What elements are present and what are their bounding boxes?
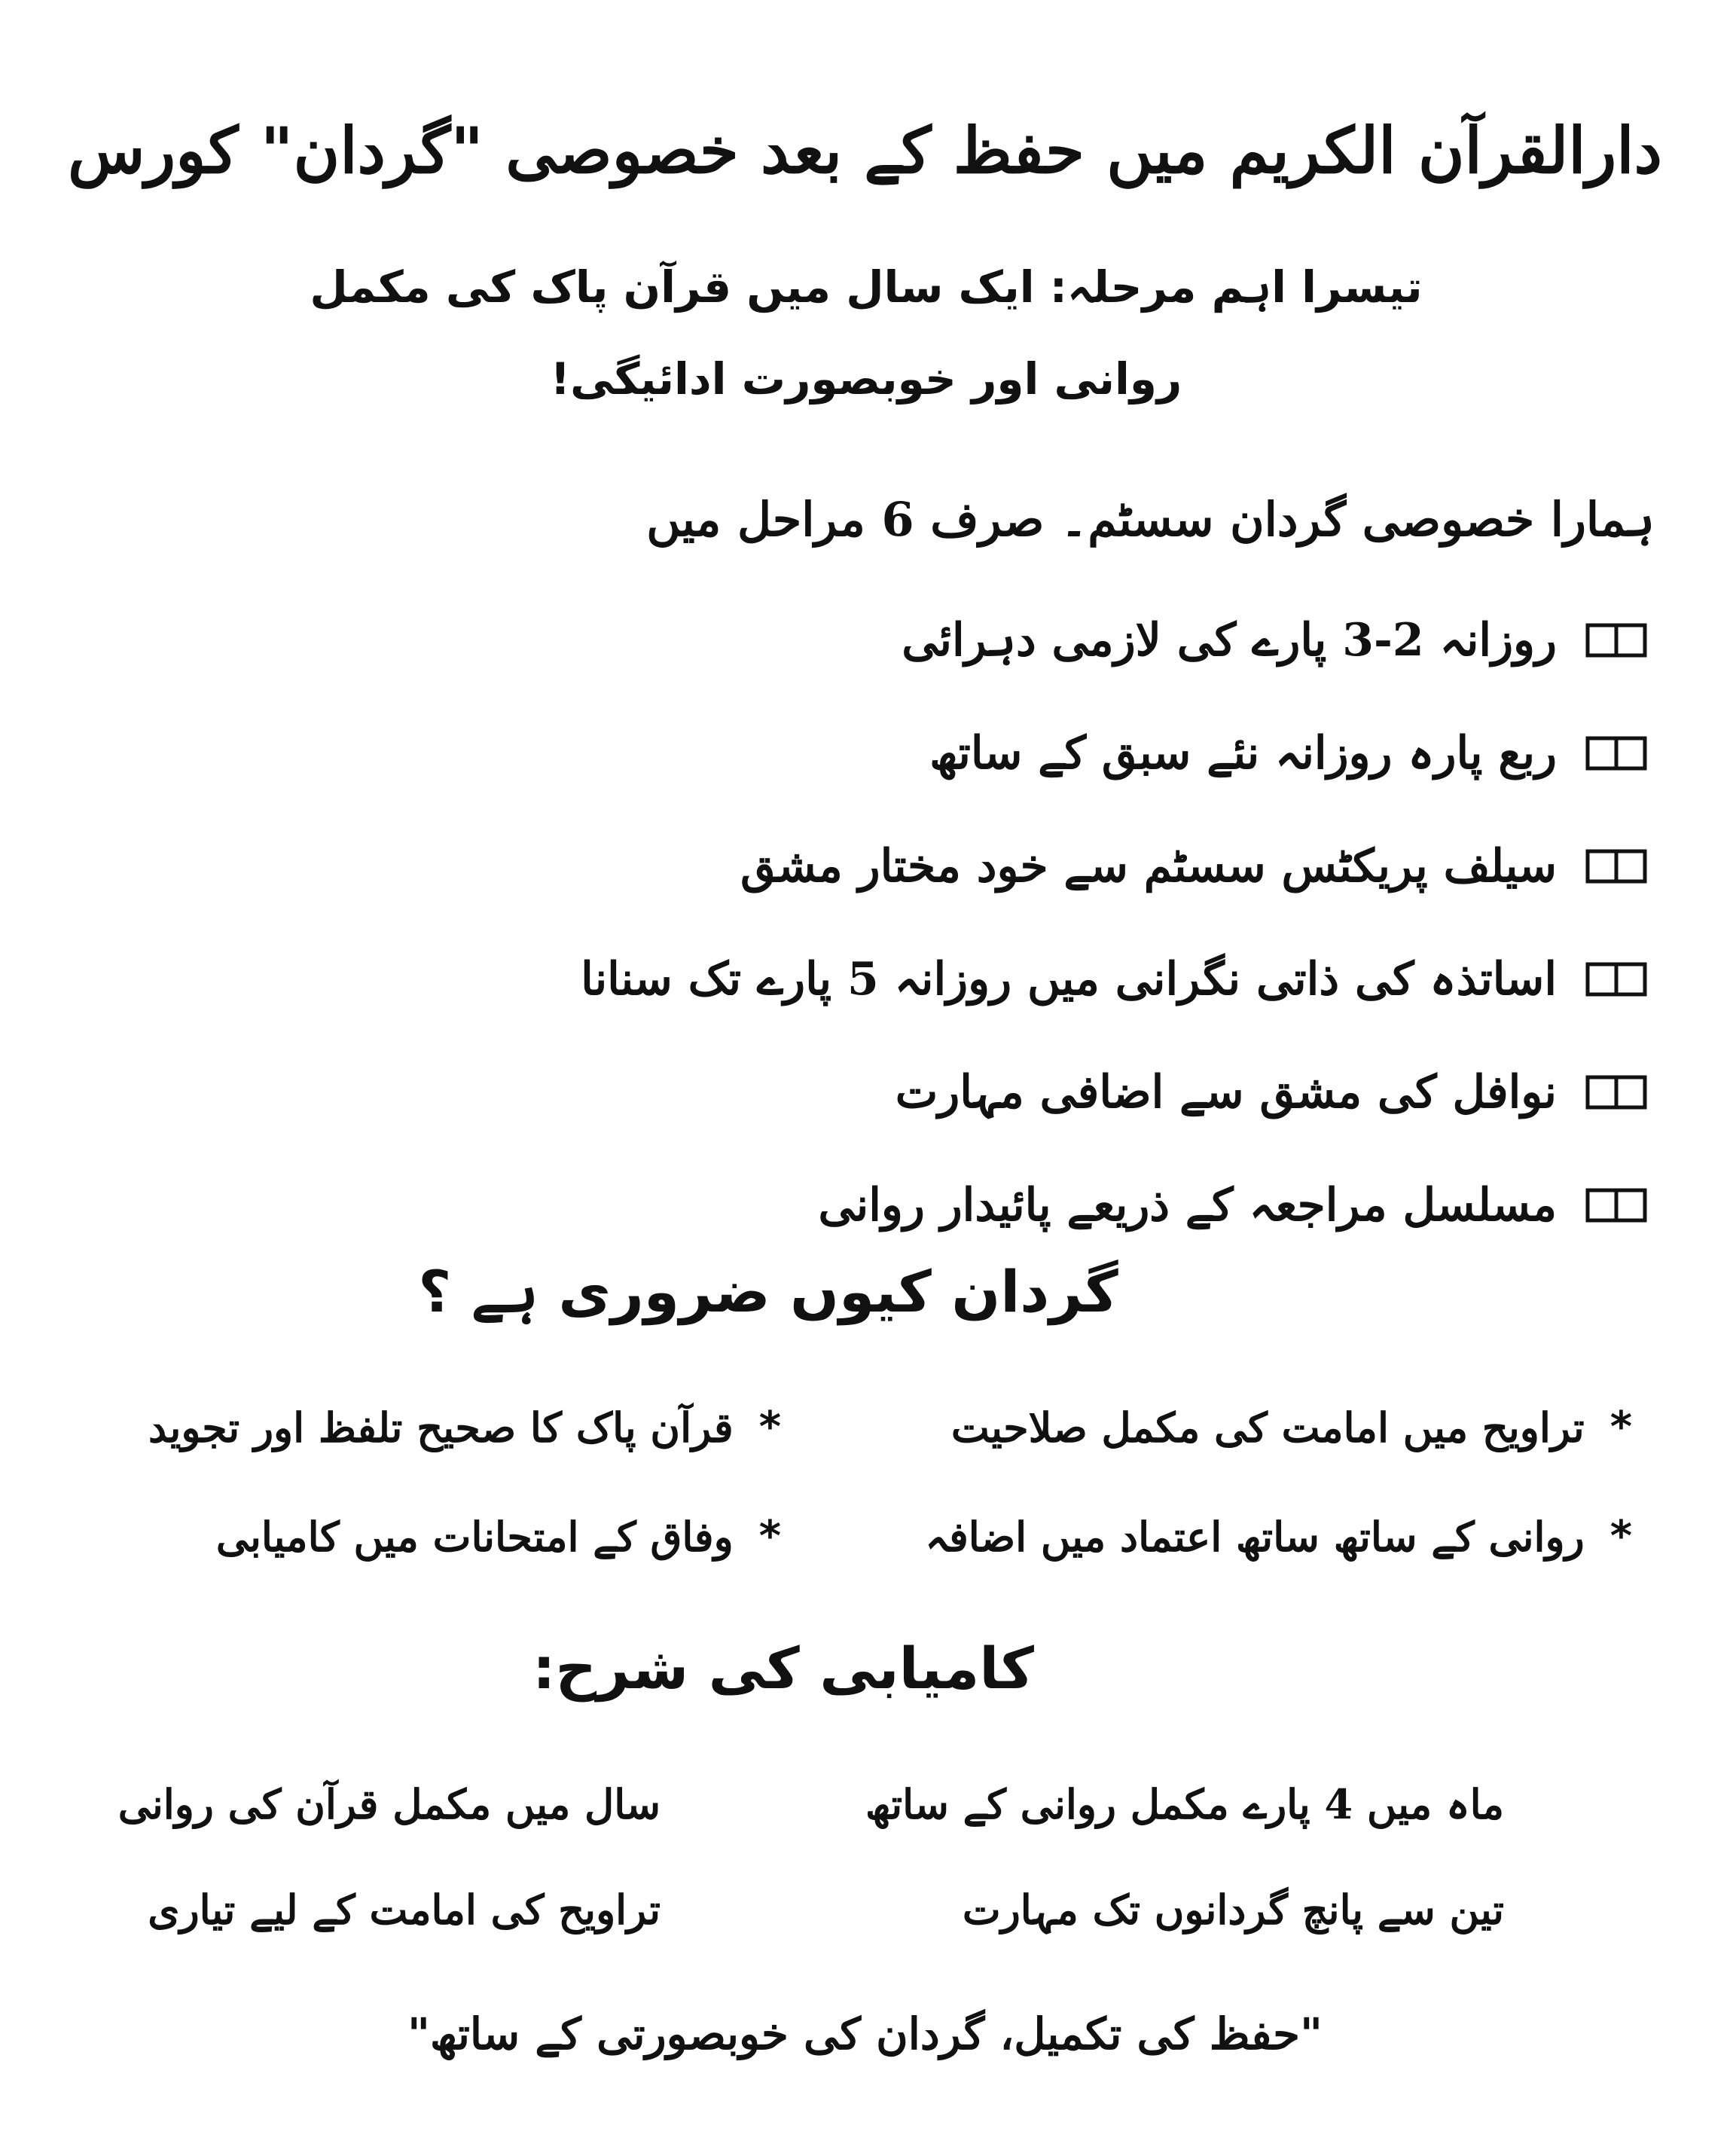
- step-label: روزانہ 2-3 پارے کی لازمی دہرائی: [902, 614, 1557, 667]
- success-item: ماہ میں 4 پارے مکمل روانی کے ساتھ: [865, 1780, 1504, 1828]
- list-item: [743, 697, 1647, 810]
- success-item: سال میں مکمل قرآن کی روانی: [117, 1780, 661, 1828]
- bullet-star: *: [758, 1512, 781, 1561]
- book-icon: [1585, 736, 1647, 771]
- why-item: [925, 1503, 1632, 1571]
- why-heading: گردان کیوں ضروری ہے ؟: [418, 1258, 1118, 1325]
- book-icon: [1585, 962, 1647, 997]
- why-item: [951, 1394, 1632, 1461]
- book-icon: [1585, 1188, 1647, 1223]
- step-label: اساتذہ کی ذاتی نگرانی میں روزانہ 5 پارے تک سنانا: [581, 953, 1557, 1006]
- book-icon: [1585, 623, 1647, 658]
- subtitle: تیسرا اہم مرحلہ: ایک سال میں قرآن پاک کی مکمل روانی اور خوبصورت ادائیگی!: [310, 261, 1423, 405]
- bullet-star: *: [1609, 1512, 1632, 1561]
- success-item: تین سے پانچ گردانوں تک مہارت: [962, 1886, 1504, 1934]
- why-item-label: قرآن پاک کا صحیح تلفظ اور تجوید: [148, 1403, 734, 1452]
- book-icon: [1585, 1075, 1647, 1110]
- list-item: [743, 1149, 1647, 1262]
- list-item: [740, 810, 1647, 923]
- step-label: سیلف پریکٹس سسٹم سے خود مختار مشق: [740, 840, 1557, 893]
- step-label: مسلسل مراجعہ کے ذریعے پائیدار روانی: [818, 1179, 1557, 1232]
- success-item: تراویح کی امامت کے لیے تیاری: [148, 1886, 661, 1934]
- step-label: نوافل کی مشق سے اضافی مہارت: [895, 1066, 1557, 1119]
- steps-list: [581, 584, 1647, 1262]
- book-icon: [1585, 849, 1647, 884]
- bullet-star: *: [758, 1403, 781, 1452]
- page-title: دارالقرآن الکریم میں حفظ کے بعد خصوصی "گردان" کورس: [68, 113, 1662, 188]
- why-item: [216, 1503, 781, 1571]
- step-label: ربع پارہ روزانہ نئے سبق کے ساتھ: [929, 727, 1557, 780]
- closing-quote: "حفظ کی تکمیل، گردان کی خوبصورتی کے ساتھ": [407, 2008, 1323, 2060]
- system-heading: ہمارا خصوصی گردان سسٹم۔ صرف 6 مراحل میں: [646, 492, 1655, 547]
- why-item-label: روانی کے ساتھ ساتھ اعتماد میں اضافہ: [925, 1513, 1585, 1561]
- why-item-label: وفاق کے امتحانات میں کامیابی: [215, 1513, 734, 1561]
- why-item-label: تراویح میں امامت کی مکمل صلاحیت: [950, 1403, 1585, 1452]
- why-item: [148, 1394, 781, 1461]
- list-item: [581, 923, 1647, 1036]
- success-heading: کامیابی کی شرح:: [532, 1635, 1034, 1702]
- list-item: [743, 1036, 1647, 1149]
- bullet-star: *: [1609, 1403, 1632, 1452]
- list-item: [743, 584, 1647, 697]
